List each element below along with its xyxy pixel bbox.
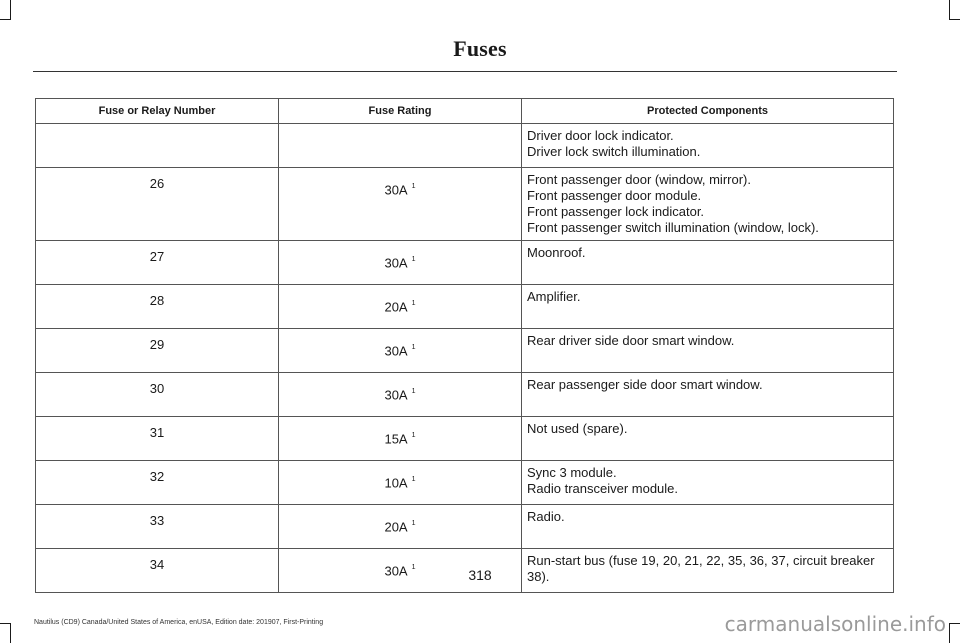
fuse-rating: 30A [384, 563, 408, 579]
column-header: Fuse Rating [279, 99, 522, 124]
watermark: carmanualsonline.info [724, 612, 946, 636]
protected-component: Front passenger door (window, mirror). [527, 172, 751, 187]
column-header: Protected Components [522, 99, 894, 124]
fuse-number-cell [36, 241, 279, 285]
protected-component: Sync 3 module. [527, 465, 617, 480]
footnote-marker: 1 [411, 183, 416, 190]
footnote-marker: 1 [411, 388, 416, 395]
fuse-rating-cell [279, 329, 522, 373]
fuse-number-cell [36, 417, 279, 461]
crop-mark [0, 623, 11, 624]
column-header: Fuse or Relay Number [36, 99, 279, 124]
fuse-rating: 30A [384, 255, 408, 271]
protected-component: Radio. [527, 509, 565, 524]
protected-components-cell [522, 241, 894, 285]
crop-mark [949, 0, 950, 20]
fuse-rating: 30A [384, 387, 408, 403]
footnote-marker: 1 [411, 256, 416, 263]
footnote-marker: 1 [411, 300, 416, 307]
fuse-rating-cell [279, 373, 522, 417]
crop-mark [0, 19, 11, 20]
protected-component: Driver door lock indicator. [527, 128, 674, 143]
protected-components-cell [522, 124, 894, 168]
fuse-rating-cell [279, 124, 522, 168]
footnote-marker: 1 [411, 564, 416, 571]
table-row [36, 373, 894, 417]
protected-component: Rear driver side door smart window. [527, 333, 735, 348]
protected-component: Driver lock switch illumination. [527, 144, 701, 159]
protected-component: Run-start bus (fuse 19, 20, 21, 22, 35, 36, 37, circuit breaker 38). [527, 553, 875, 584]
fuse-rating: 30A [384, 343, 408, 359]
table-row [36, 124, 894, 168]
fuse-rating-cell [279, 168, 522, 241]
protected-component: Rear passenger side door smart window. [527, 377, 763, 392]
page-number: 318 [468, 567, 492, 583]
table-header-row [36, 99, 894, 124]
crop-mark [10, 623, 11, 643]
footnote-marker: 1 [411, 344, 416, 351]
footnote-marker: 1 [411, 432, 416, 439]
fuse-number: 27 [149, 249, 165, 264]
protected-component: Amplifier. [527, 289, 581, 304]
fuse-rating-cell [279, 285, 522, 329]
protected-components-cell [522, 168, 894, 241]
fuse-number-cell [36, 461, 279, 505]
protected-component: Front passenger door module. [527, 188, 702, 203]
protected-components-cell [522, 285, 894, 329]
crop-mark [10, 0, 11, 20]
crop-mark [949, 623, 960, 624]
fuse-table [35, 98, 894, 593]
fuse-rating: 30A [384, 182, 408, 198]
footnote-marker: 1 [411, 520, 416, 527]
table-row [36, 417, 894, 461]
fuse-rating-cell [279, 241, 522, 285]
fuse-table-body [36, 124, 894, 593]
table-row [36, 168, 894, 241]
fuse-number: 31 [149, 425, 165, 440]
table-row [36, 285, 894, 329]
fuse-rating-cell [279, 505, 522, 549]
footer-edition: Nautilus (CD9) Canada/United States of America, enUSA, Edition date: 201907, First-Printing [34, 619, 324, 626]
protected-component: Not used (spare). [527, 421, 628, 436]
fuse-number: 32 [149, 469, 165, 484]
table-row [36, 461, 894, 505]
footnote-marker: 1 [411, 476, 416, 483]
fuse-rating: 20A [384, 519, 408, 535]
fuse-number: 34 [149, 557, 165, 572]
fuse-number: 28 [149, 293, 165, 308]
title-divider [33, 71, 897, 72]
protected-components-cell [522, 373, 894, 417]
crop-mark [949, 623, 950, 643]
fuse-number: 26 [149, 176, 165, 191]
fuse-number-cell [36, 124, 279, 168]
fuse-number-cell [36, 168, 279, 241]
crop-mark [949, 19, 960, 20]
fuse-number-cell [36, 505, 279, 549]
fuse-rating: 15A [384, 431, 408, 447]
protected-component: Front passenger switch illumination (window, lock). [527, 220, 819, 235]
fuse-rating-cell [279, 461, 522, 505]
protected-components-cell [522, 417, 894, 461]
protected-components-cell [522, 329, 894, 373]
protected-components-cell [522, 461, 894, 505]
page-title: Fuses [453, 36, 507, 61]
table-row [36, 241, 894, 285]
protected-component: Moonroof. [527, 245, 586, 260]
fuse-number-cell [36, 329, 279, 373]
protected-component: Front passenger lock indicator. [527, 204, 705, 219]
protected-component: Radio transceiver module. [527, 481, 679, 496]
fuse-number: 30 [149, 381, 165, 396]
fuse-number: 33 [149, 513, 165, 528]
table-row [36, 329, 894, 373]
fuse-number-cell [36, 373, 279, 417]
fuse-number: 29 [149, 337, 165, 352]
fuse-number-cell [36, 285, 279, 329]
fuse-rating: 20A [384, 299, 408, 315]
table-row [36, 505, 894, 549]
fuse-rating: 10A [384, 475, 408, 491]
protected-components-cell [522, 505, 894, 549]
fuse-rating-cell [279, 417, 522, 461]
